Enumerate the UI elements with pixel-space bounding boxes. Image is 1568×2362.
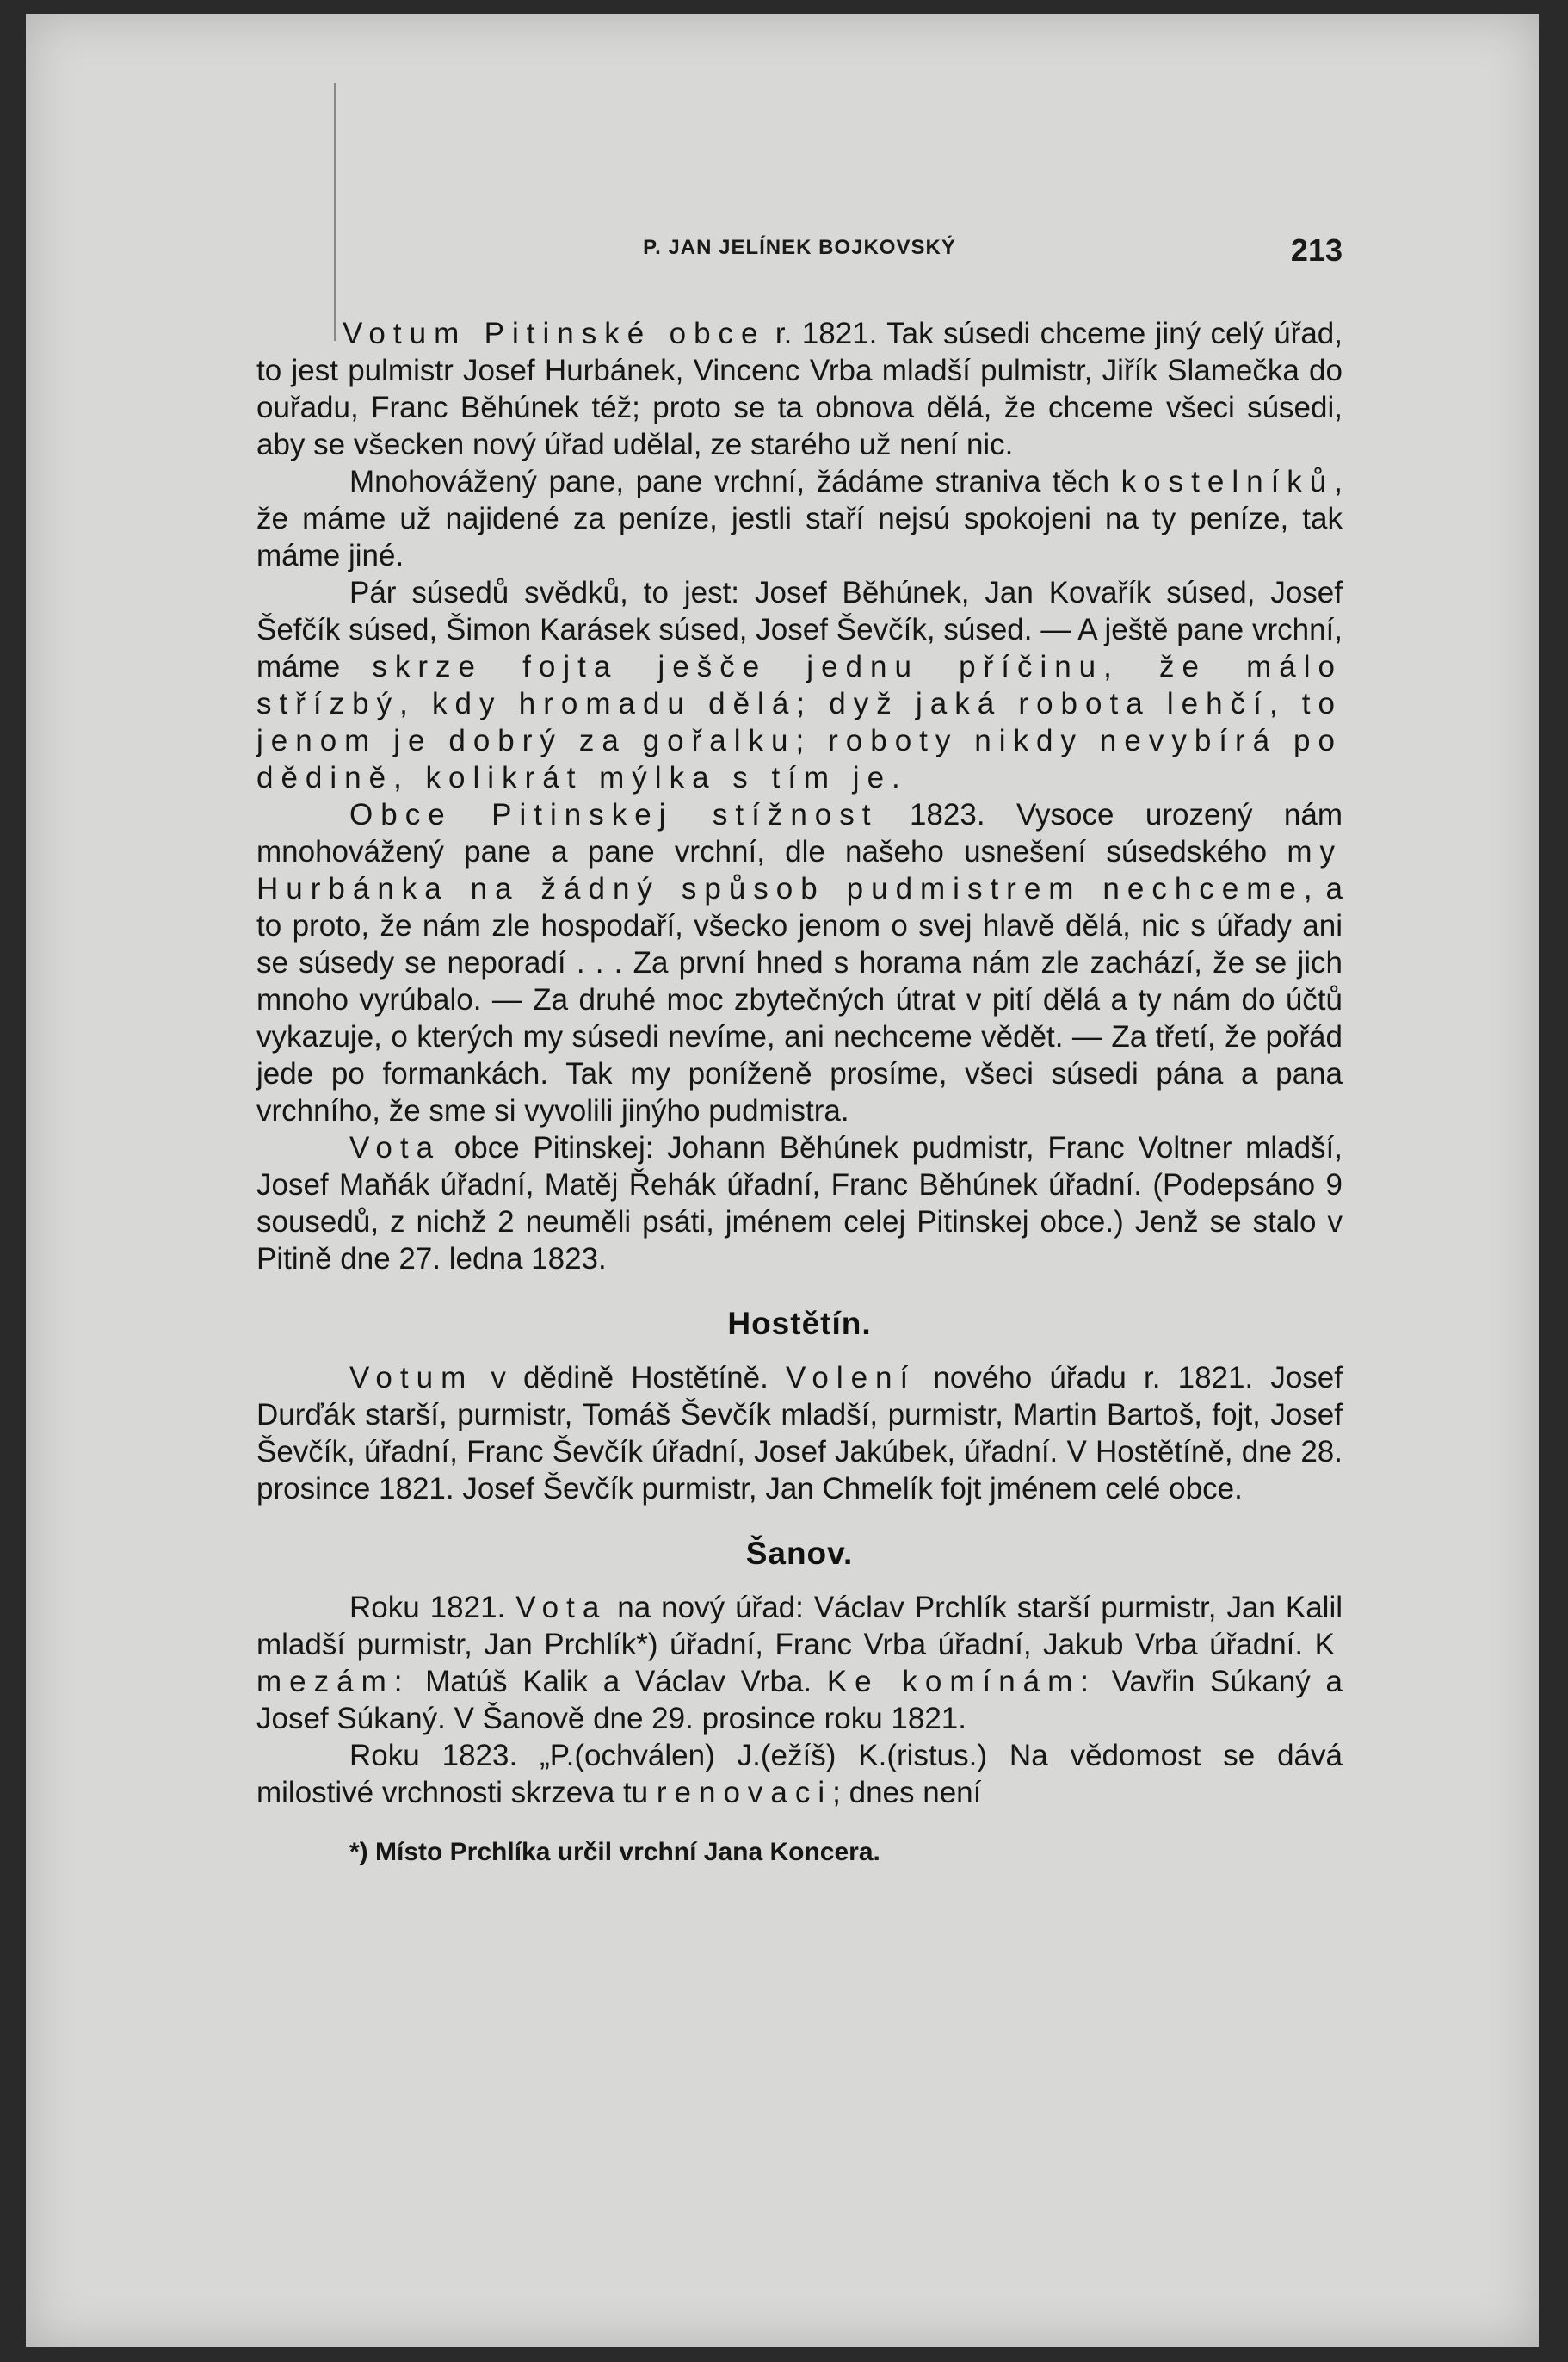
heading-sanov: Šanov.	[745, 1536, 854, 1571]
spaced-text: Vota	[349, 1131, 441, 1165]
footnote: *) Místo Prchlíka určil vrchní Jana Koncera.	[349, 1838, 880, 1866]
spaced-text: Volení	[785, 1361, 917, 1394]
paragraph-text: , a to proto, že nám zle hospodaří, všecko jenom o svej hlavě dělá, nic s úřady ani se súsedy se neporadí . . . Za první hned s horama nám zle zachází, že se jich mnoho vyrúbalo. — Za druhé moc zbytečných útrat v pití dělá a ty nám do účtů vykazuje, o kterých my súsedi nevíme, ani nechceme vědět. — Za třetí, že pořád jede po formankách. Tak my poníženě prosíme, všeci súsedi pána a pana vrchního, že sme si vyvolili jinýho pudmistra.	[256, 872, 1343, 1128]
paragraph-votum-pitin	[256, 315, 1343, 463]
spaced-text: skrze fojta ješče jednu příčinu, že málo střízbý, kdy hromadu dělá; dyž jaká robota lehčí, to jenom je dobrý za gořalku; roboty nikdy nevybírá po dědině, kolikrát mýlka s tím je.	[256, 650, 1343, 795]
paragraph-svedku	[256, 574, 1343, 796]
paragraph-hostetin	[256, 1359, 1343, 1507]
spaced-text: K mezám:	[256, 1628, 1343, 1698]
page-number: 213	[1290, 232, 1343, 268]
paragraph-text: Vavřin Súkaný a Josef Súkaný. V Šanově dne 29. prosince roku 1821.	[256, 1665, 1343, 1735]
book-page	[26, 14, 1539, 2347]
margin-line	[334, 83, 336, 341]
running-title: P. JAN JELÍNEK BOJKOVSKÝ	[643, 236, 956, 259]
heading-hostetin: Hostětín.	[727, 1306, 872, 1341]
paragraph-kostelniku	[256, 463, 1343, 574]
paragraph-text: na nový úřad: Václav Prchlík starší purmistr, Jan Kalil mladší purmistr, Jan Prchlík*) úřadní, Franc Vrba úřadní, Jakub Vrba úřadní.	[256, 1591, 1343, 1661]
paragraph-stiznost	[256, 796, 1343, 1129]
spaced-text: kostelníků	[1120, 465, 1335, 498]
paragraph-vota-pitin	[256, 1129, 1343, 1277]
page-header	[256, 232, 1343, 270]
paragraph-text: Pár súsedů svědků, to jest: Josef Běhúnek, Jan Kovařík súsed, Josef Šefčík súsed, Šimon Karásek súsed, Josef Ševčík, súsed. — A ještě pane vrchní, máme	[256, 576, 1343, 683]
spaced-text: Votum Pitinské obce	[343, 317, 766, 350]
paragraph-text: , že máme už najidené za peníze, jestli staří nejsú spokojeni na ty peníze, tak máme jiné.	[256, 465, 1343, 572]
spaced-text: my Hurbánka na žádný spůsob pudmistrem nechceme	[256, 835, 1343, 906]
spaced-text: renovaci	[656, 1776, 833, 1809]
paragraph-text: 1823. Vysoce urozený nám mnohovážený pane a pane vrchní, dle našeho usnešení súsedského	[256, 798, 1343, 869]
paragraph-text: ; dnes není	[832, 1776, 982, 1809]
paragraph-text: obce Pitinskej: Johann Běhúnek pudmistr, Franc Voltner mladší, Josef Maňák úřadní, Matěj Řehák úřadní, Franc Běhúnek úřadní. (Podepsáno 9 sousedů, z nichž 2 neuměli psáti, jménem celej Pitinskej obce.) Jenž se stalo v Pitině dne 27. ledna 1823.	[256, 1131, 1343, 1276]
body-text	[256, 315, 1343, 1870]
paragraph-text: r. 1821. Tak súsedi chceme jiný celý úřad, to jest pulmistr Josef Hurbánek, Vincenc Vrba mladší pulmistr, Jiřík Slamečka do ouřadu, Franc Běhúnek též; proto se ta obnova dělá, že chceme všeci súsedi, aby se všecken nový úřad udělal, ze starého už není nic.	[256, 317, 1343, 461]
spaced-text: Vota	[515, 1591, 608, 1624]
paragraph-text: nového úřadu r. 1821. Josef Durďák starší, purmistr, Tomáš Ševčík mladší, purmistr, Martin Bartoš, fojt, Josef Ševčík, úřadní, Franc Ševčík úřadní, Josef Jakúbek, úřadní. V Hostětíně, dne 28. prosince 1821. Josef Ševčík purmistr, Jan Chmelík fojt jménem celé obce.	[256, 1361, 1343, 1506]
paragraph-sanov-1821	[256, 1589, 1343, 1737]
paragraph-text: Roku 1821.	[349, 1591, 516, 1624]
spaced-text: Ke komínám:	[826, 1665, 1097, 1698]
paragraph-text: Roku 1823. „P.(ochválen) J.(ežíš) K.(ristus.) Na vědomost se dává milostivé vrchnosti skrzeva tu	[256, 1739, 1343, 1809]
paragraph-text: v dědině Hostětíně.	[473, 1361, 786, 1394]
paragraph-text: Matúš Kalik a Václav Vrba.	[410, 1665, 827, 1698]
spaced-text: Obce Pitinskej stížnost	[349, 798, 879, 832]
spaced-text: Votum	[349, 1361, 474, 1394]
paragraph-sanov-1823	[256, 1737, 1343, 1811]
paragraph-text: Mnohovážený pane, pane vrchní, žádáme straniva těch	[349, 465, 1121, 498]
